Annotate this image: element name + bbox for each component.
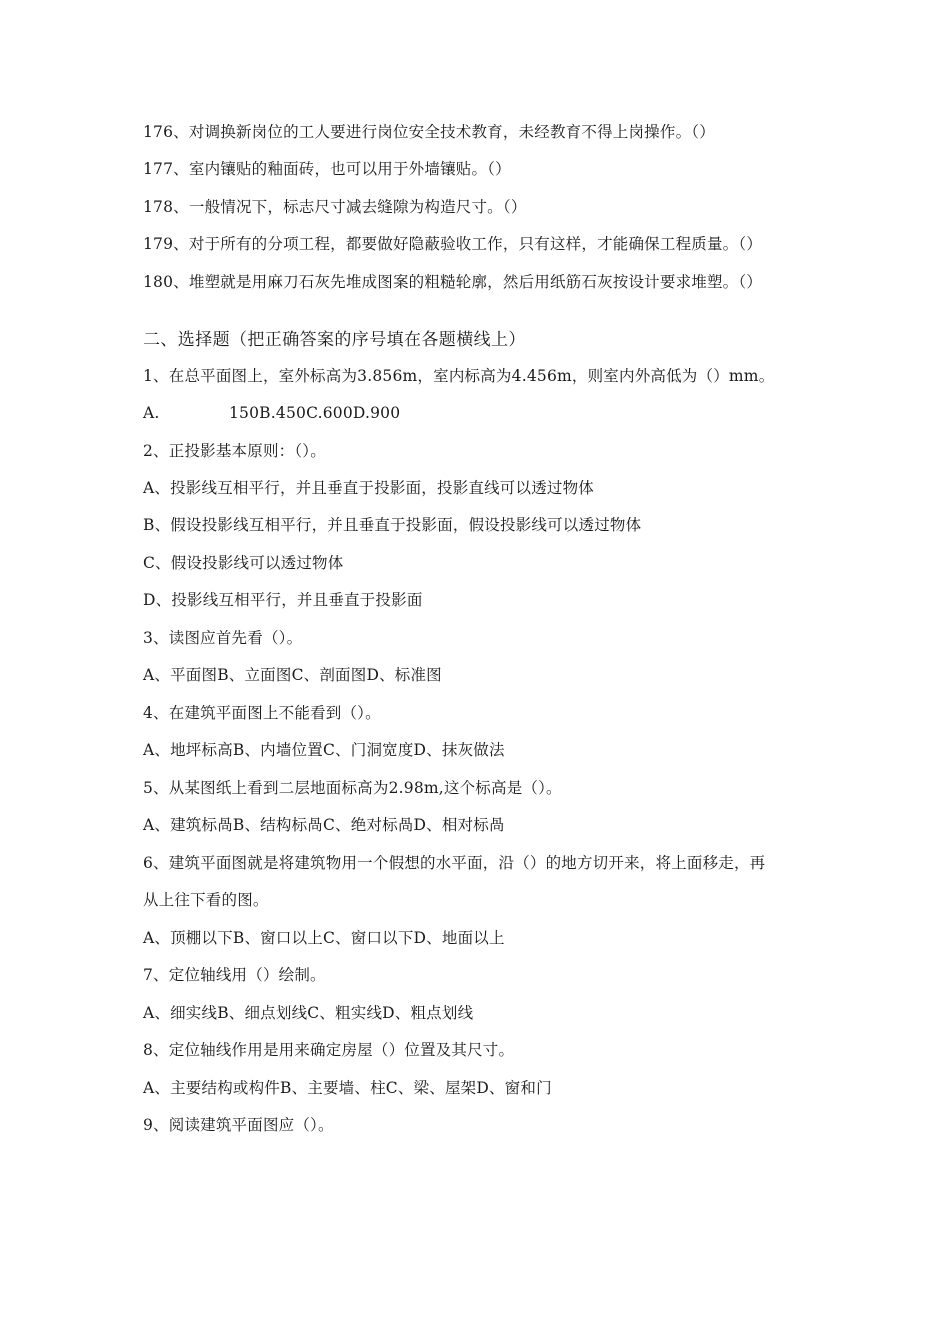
question-180: 180、堆塑就是用麻刀石灰先堆成图案的粗糙轮廓，然后用纸筋石灰按设计要求堆塑。（） — [143, 273, 763, 291]
question-179: 179、对于所有的分项工程，都要做好隐蔽验收工作，只有这样，才能确保工程质量。（） — [143, 235, 763, 253]
question-3-options: A、平面图B、立面图C、剖面图D、标准图 — [143, 666, 442, 684]
question-5: 5、从某图纸上看到二层地面标高为2.98m,这个标高是（）。 — [143, 779, 562, 797]
question-1: 1、在总平面图上，室外标高为3.856m，室内标高为4.456m，则室内外高低为（）mm。 — [143, 367, 775, 385]
section-heading: 二、选择题（把正确答案的序号填在各题横线上） — [143, 330, 526, 350]
question-176: 176、对调换新岗位的工人要进行岗位安全技术教育，未经教育不得上岗操作。（） — [143, 123, 715, 141]
question-2-option-b: B、假设投影线互相平行，并且垂直于投影面，假设投影线可以透过物体 — [143, 516, 642, 534]
question-6-line-1: 6、建筑平面图就是将建筑物用一个假想的水平面，沿（）的地方切开来，将上面移走，再 — [143, 854, 766, 872]
question-3: 3、读图应首先看（）。 — [143, 629, 303, 647]
options-text: 150B.450C.600D.900 — [229, 404, 401, 422]
question-4-options: A、地坪标高B、内墙位置C、门洞宽度D、抹灰做法 — [143, 741, 505, 759]
question-177: 177、室内镶贴的釉面砖，也可以用于外墙镶贴。（） — [143, 160, 511, 178]
question-6-line-2: 从上往下看的图。 — [143, 891, 269, 909]
option-label: A. — [143, 404, 160, 422]
question-9: 9、阅读建筑平面图应（）。 — [143, 1116, 334, 1134]
question-8-options: A、主要结构或构件B、主要墙、柱C、梁、屋架D、窗和门 — [143, 1079, 552, 1097]
question-7-options: A、细实线B、细点划线C、粗实线D、粗点划线 — [143, 1004, 474, 1022]
question-5-options: A、建筑标咼B、结构标咼C、绝对标咼D、相对标咼 — [143, 816, 505, 834]
question-178: 178、一般情况下，标志尺寸减去缝隙为构造尺寸。（） — [143, 198, 527, 216]
question-8: 8、定位轴线作用是用来确定房屋（）位置及其尺寸。 — [143, 1041, 515, 1059]
question-7: 7、定位轴线用（）绘制。 — [143, 966, 326, 984]
question-1-options — [143, 403, 400, 423]
question-2-option-c: C、假设投影线可以透过物体 — [143, 554, 344, 572]
question-2-option-d: D、投影线互相平行，并且垂直于投影面 — [143, 591, 423, 609]
question-2-option-a: A、投影线互相平行，并且垂直于投影面，投影直线可以透过物体 — [143, 479, 594, 497]
question-4: 4、在建筑平面图上不能看到（）。 — [143, 704, 381, 722]
question-2: 2、正投影基本原则：（）。 — [143, 442, 326, 460]
question-6-options: A、顶棚以下B、窗口以上C、窗口以下D、地面以上 — [143, 929, 505, 947]
